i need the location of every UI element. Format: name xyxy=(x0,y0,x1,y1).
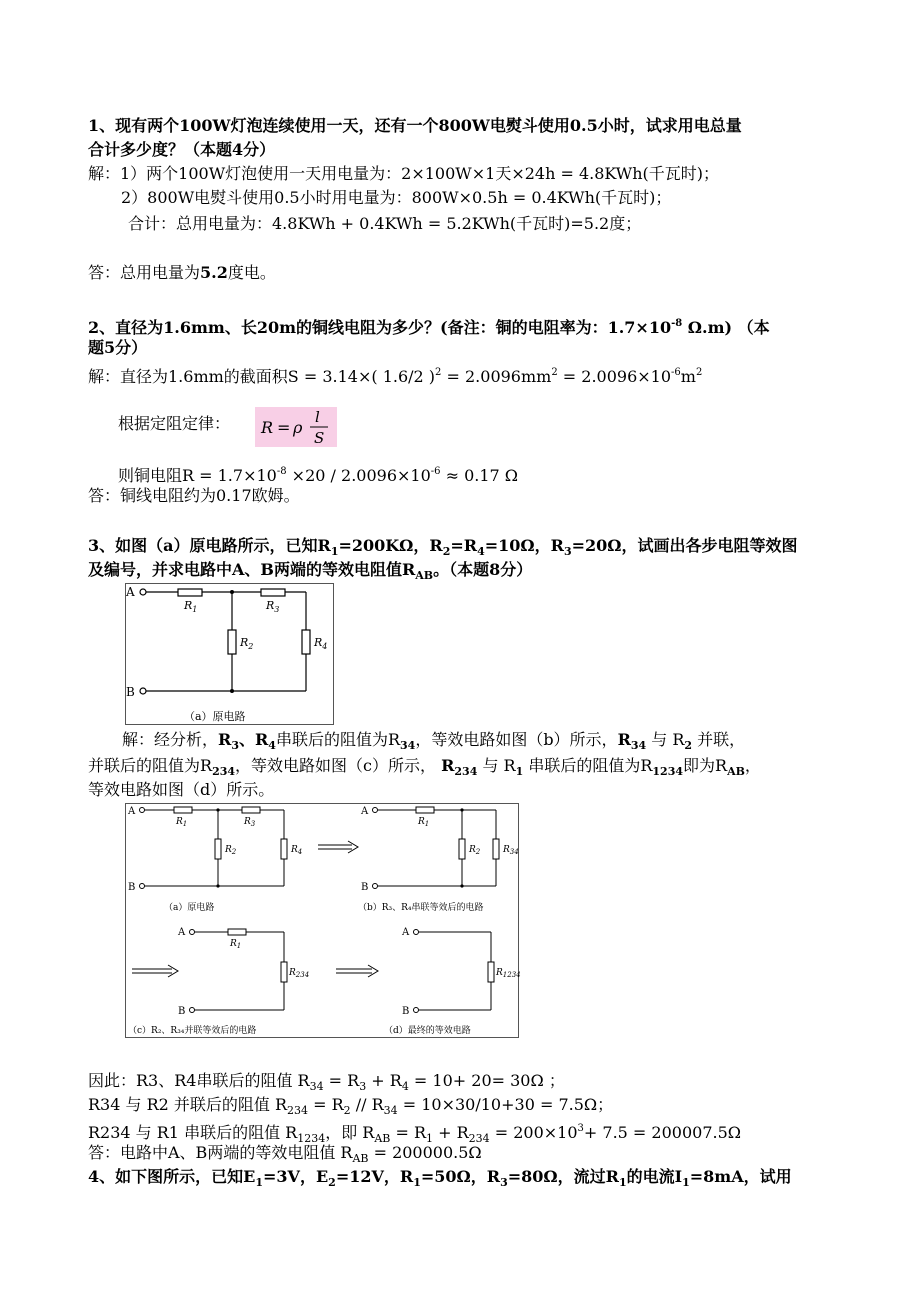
figure-equivalent-steps xyxy=(125,803,519,1038)
svg-text:A: A xyxy=(402,927,410,938)
q3-analysis-line1: 解：经分析，$R_3$、$R_4$串联后的阻值为$R_{34}$，等效电路如图（b）所示，$R_{34}$ 与 $R_2$ 并联， xyxy=(122,730,746,752)
q2-law-label: 根据定阻定律： xyxy=(118,414,231,433)
q2-solution-area: 解：直径为1.6mm的截面积S = 3.14×( 1.6/2 )$^2 = 2.0096mm^2 = 2.0096\times 10^{-6}m^2$ xyxy=(88,367,703,386)
formula-denominator: S xyxy=(314,429,325,447)
resistor-r4 xyxy=(302,630,310,654)
svg-text:B: B xyxy=(178,1006,186,1017)
svg-text:R3: $R_3$ xyxy=(244,817,256,828)
formula-rho: ρ xyxy=(293,418,303,437)
terminal-a-label: A xyxy=(126,585,135,599)
q2-answer: 答：铜线电阻约为0.17欧姆。 xyxy=(88,486,300,505)
r3-label: $R_3$ xyxy=(266,599,280,614)
svg-text:R34: $R_{34}$ xyxy=(503,845,519,856)
q3-calc-1: 因此：R3、R4串联后的阻值 $R_{34} = R_3 + R_4 = 10+ 20= 30\Omega$ ； xyxy=(88,1071,565,1093)
svg-text:B: B xyxy=(361,882,369,893)
q2-title-line1: 2、直径为1.6mm、长20m的铜线电阻为多少？(备注：铜的电阻率为：$1.7\times 10^{-8}$ Ω.m) （本 xyxy=(88,318,770,337)
r2-label: $R_2$ xyxy=(240,636,254,651)
r4-label: $R_4$ xyxy=(314,636,328,651)
q1-answer: 答：总用电量为5.2度电。 xyxy=(88,263,276,282)
svg-text:R1: $R_1$ xyxy=(418,817,430,828)
svg-text:A: A xyxy=(128,806,136,817)
caption-d: （d）最终的等效电路 xyxy=(384,1026,471,1036)
figure-original-circuit xyxy=(125,583,334,725)
svg-text:R234: $R_{234}$ xyxy=(289,968,310,979)
resistance-formula xyxy=(255,407,337,447)
q2-calculation: 则铜电阻$R = 1.7\times 10^{-8} \times 20 / 2.0096\times 10^{-6} \approx 0.17$ Ω xyxy=(118,466,519,485)
formula-numerator: l xyxy=(315,408,320,426)
svg-text:A: A xyxy=(178,927,186,938)
caption-b: （b）R₃、R₄串联等效后的电路 xyxy=(358,903,484,913)
svg-text:A: A xyxy=(361,806,369,817)
resistor-r2 xyxy=(228,630,236,654)
svg-text:R1: $R_1$ xyxy=(176,817,188,828)
svg-text:R1: $R_1$ xyxy=(230,939,242,950)
q3-analysis-line2: 并联后的阻值为$R_{234}$，等效电路如图（c）所示， $R_{234}$ 与 $R_1$ 串联后的阻值为$R_{1234}$即为$R_{AB}$， xyxy=(88,756,761,778)
caption-c: （c）R₂、R₃₄并联等效后的电路 xyxy=(128,1026,257,1036)
q1-solution-3: 合计：总用电量为：4.8KWh + 0.4KWh = 5.2KWh(千瓦时)=5.2度； xyxy=(128,214,642,233)
q3-title-line1: 3、如图（a）原电路所示，已知$R_1=200K\Omega$，$R_2=R_4=10\Omega$，$R_3=20\Omega$，试画出各步电阻等效图 xyxy=(88,536,798,558)
q3-calc-3: R234 与 R1 串联后的阻值 $R_{1234}$，即 $R_{AB} = R_1 + R_{234} = 200\times 10^3+ 7.5 = 200007.5\Omega$ xyxy=(88,1123,742,1145)
resistor-r3 xyxy=(261,589,285,596)
svg-text:R2: $R_2$ xyxy=(469,845,481,856)
svg-text:R2: $R_2$ xyxy=(225,845,237,856)
q2-title-line2: 题5分） xyxy=(88,338,148,357)
q4-title: 4、如下图所示，已知$E_1=3V$，$E_2=12V$，$R_1=50\Omega$，$R_3=80\Omega$，流过$R_1$的电流$I_1=8mA$，试用 xyxy=(88,1167,792,1189)
q1-title-line1: 1、现有两个100W灯泡连续使用一天，还有一个800W电熨斗使用0.5小时，试求用电总量 xyxy=(88,116,742,135)
q3-answer: 答：电路中A、B两端的等效电阻值 $R_{AB} = 200000.5\Omega$ xyxy=(88,1143,482,1165)
caption-a: （a）原电路 xyxy=(164,903,215,913)
svg-text:B: B xyxy=(128,882,136,893)
q1-solution-1: 解：1）两个100W灯泡使用一天用电量为：2×100W×1天×24h = 4.8KWh(千瓦时)； xyxy=(88,164,720,183)
formula-lhs: R xyxy=(261,418,274,437)
svg-text:B: B xyxy=(402,1006,410,1017)
r1-label: $R_1$ xyxy=(184,599,198,614)
svg-text:R1234: $R_{1234}$ xyxy=(496,968,521,979)
formula-eq: = xyxy=(277,418,291,437)
resistor-r1 xyxy=(178,589,202,596)
figure-a-caption: （a）原电路 xyxy=(184,710,246,723)
terminal-b-label: B xyxy=(126,685,135,699)
q3-title-line2: 及编号，并求电路中A、B两端的等效电阻值$R_{AB}$。（本题8分） xyxy=(88,560,533,582)
q1-title-line2: 合计多少度？（本题4分） xyxy=(88,140,276,159)
q3-analysis-line3: 等效电路如图（d）所示。 xyxy=(88,780,275,799)
svg-text:R4: $R_4$ xyxy=(291,845,303,856)
q3-calc-2: R34 与 R2 并联后的阻值 $R_{234} = R_2 // R_{34} = 10\times 30/10+30 = 7.5\Omega$； xyxy=(88,1095,614,1117)
q1-solution-2: 2）800W电熨斗使用0.5小时用电量为：800W×0.5h = 0.4KWh(千瓦时)； xyxy=(121,188,672,207)
